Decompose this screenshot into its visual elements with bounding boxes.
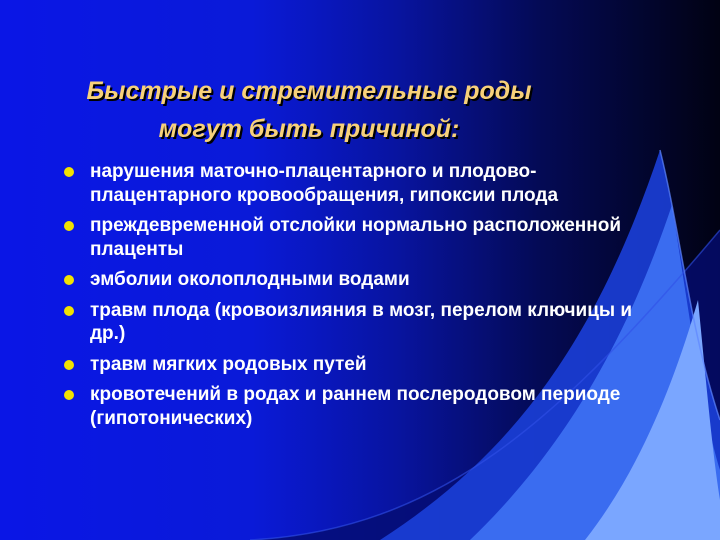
bullet-dot-icon bbox=[64, 275, 74, 285]
slide-title-line-1: Быстрые и стремительные роды bbox=[86, 77, 532, 105]
bullet-text: преждевременной отслойки нормально расположенной плаценты bbox=[90, 215, 622, 260]
bullet-text: травм плода (кровоизлияния в мозг, перелом ключицы и др.) bbox=[90, 299, 633, 344]
bullet-dot-icon bbox=[64, 390, 74, 400]
bullet-item-amniotic-embolism bbox=[62, 268, 662, 292]
bullet-item-soft-tissue-injury bbox=[62, 353, 662, 377]
slide-title bbox=[14, 72, 604, 148]
bullet-list bbox=[62, 160, 662, 437]
bullet-text: эмболии околоплодными водами bbox=[90, 269, 410, 290]
bullet-item-placental-abruption bbox=[62, 214, 662, 261]
bullet-text: нарушения маточно-плацентарного и плодово-плацентарного кровообращения, гипоксии плода bbox=[90, 161, 559, 206]
slide-title-line-2: могут быть причиной: bbox=[158, 115, 460, 143]
bullet-text: кровотечений в родах и раннем послеродовом периоде (гипотонических) bbox=[90, 384, 621, 429]
bullet-text: травм мягких родовых путей bbox=[90, 353, 367, 375]
bullet-dot-icon bbox=[64, 167, 74, 177]
bullet-dot-icon bbox=[64, 306, 74, 316]
bullet-item-circulation bbox=[62, 160, 662, 207]
bullet-dot-icon bbox=[64, 360, 74, 370]
bullet-dot-icon bbox=[64, 221, 74, 231]
bullet-item-bleeding bbox=[62, 383, 662, 430]
bullet-item-fetal-injury bbox=[62, 299, 662, 346]
